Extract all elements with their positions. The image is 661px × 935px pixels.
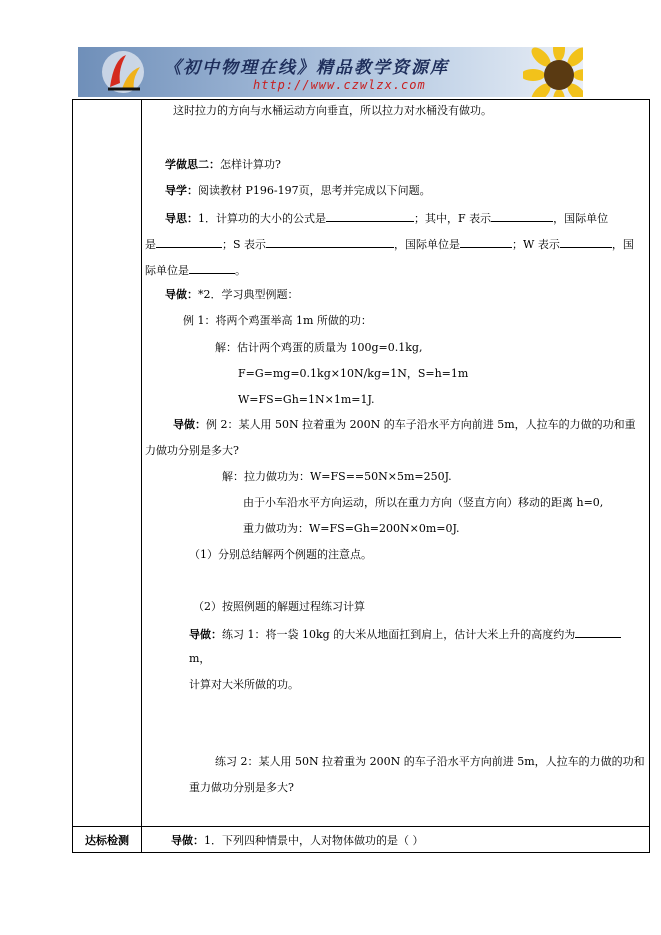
guide-do-heading — [165, 288, 299, 302]
example-2-solution-3: 重力做功为：W=FS=Gh=200N×0m=0J. — [243, 522, 460, 535]
practice-2: 练习 2：某人用 50N 拉着重为 200N 的车子沿水平方向前进 5m，人拉车的力做的功和 — [215, 755, 645, 768]
blank-height[interactable] — [575, 626, 621, 638]
blank-f-meaning[interactable] — [491, 210, 553, 222]
row2-text: 1．下列四种情景中，人对物体做功的是（ ） — [204, 834, 424, 847]
example-2-solution-1: 解：拉力做功为：W=FS==50N×5m=250J. — [222, 470, 452, 483]
example-1-solution-3: W=FS=Gh=1N×1m=1J. — [238, 393, 375, 406]
guide-do-text: *2．学习典型例题： — [198, 288, 299, 301]
guide-think-line-1 — [165, 210, 608, 226]
header-banner — [78, 47, 583, 97]
text-line-1: 这时拉力的方向与水桶运动方向垂直，所以拉力对水桶没有做功。 — [173, 104, 492, 117]
sunflower-icon — [523, 47, 583, 97]
blank-f-unit[interactable] — [156, 236, 222, 248]
example-1: 例 1：将两个鸡蛋举高 1m 所做的功： — [183, 314, 372, 327]
guide-think-text-a: 1．计算功的大小的公式是 — [198, 212, 326, 225]
blank-formula[interactable] — [326, 210, 414, 222]
guide-learn — [165, 184, 431, 198]
blank-s-meaning[interactable] — [266, 236, 394, 248]
guide-do-label: 导做： — [165, 288, 198, 301]
think2-label: 学做思二： — [165, 158, 220, 171]
practice-2-cont: 重力做功分别是多大? — [189, 781, 294, 794]
guide-think-text-f: ，国际单位是 — [394, 238, 461, 251]
guide-do3-label: 导做： — [189, 628, 222, 641]
practice-1-text: 练习 1：将一袋 10kg 的大米从地面扛到肩上，估计大米上升的高度约为 — [222, 628, 576, 641]
guide-think-text-g: ；W 表示 — [512, 238, 560, 251]
example-2-solution-2: 由于小车沿水平方向运动，所以在重力方向（竖直方向）移动的距离 h=0, — [243, 496, 604, 509]
example-2-cont: 力做功分别是多大? — [145, 444, 239, 457]
row-divider — [73, 826, 649, 827]
think2-heading — [165, 158, 281, 172]
guide-think-text-e: ；S 表示 — [222, 238, 267, 251]
banner-title: 《初中物理在线》精品教学资源库 — [164, 58, 449, 78]
note-2: （2）按照例题的解题过程练习计算 — [193, 600, 365, 613]
guide-think-line-3 — [145, 262, 246, 278]
blank-s-unit[interactable] — [460, 236, 512, 248]
example-1-solution-2: F=G=mg=0.1kg×10N/kg=1N，S=h=1m — [238, 367, 469, 380]
guide-think-text-d: 是 — [145, 238, 156, 251]
guide-think-text-i: 际单位是 — [145, 264, 189, 277]
practice-1-question: 计算对大米所做的功。 — [189, 678, 299, 691]
guide-think-label: 导思： — [165, 212, 198, 225]
row-label-assessment: 达标检测 — [85, 834, 129, 847]
guide-think-text-j: 。 — [235, 264, 246, 277]
guide-learn-text: 阅读教材 P196-197页，思考并完成以下问题。 — [198, 184, 431, 197]
example-1-solution-1: 解：估计两个鸡蛋的质量为 100g=0.1kg, — [215, 341, 423, 354]
logo-icon — [100, 49, 146, 95]
banner-url: http://www.czwlzx.com — [253, 78, 426, 92]
column-divider — [141, 100, 142, 852]
practice-1-unit: m， — [189, 652, 211, 665]
guide-think-line-2 — [145, 236, 634, 252]
blank-w-unit[interactable] — [189, 262, 235, 274]
guide-think-text-c: ，国际单位 — [553, 212, 609, 225]
guide-do2-label: 导做： — [173, 418, 206, 431]
example-2-text: 例 2：某人用 50N 拉着重为 200N 的车子沿水平方向前进 5m，人拉车的力做的功和重 — [206, 418, 636, 431]
think2-text: 怎样计算功? — [220, 158, 281, 171]
assessment-question — [171, 834, 424, 848]
guide-learn-label: 导学： — [165, 184, 198, 197]
note-1: （1）分别总结解两个例题的注意点。 — [189, 548, 372, 561]
guide-think-text-b: ；其中，F 表示 — [414, 212, 492, 225]
blank-w-meaning[interactable] — [560, 236, 612, 248]
row2-guide-label: 导做： — [171, 834, 204, 847]
example-2 — [173, 418, 636, 432]
guide-think-text-h: ，国 — [611, 238, 634, 251]
practice-1 — [189, 626, 621, 642]
